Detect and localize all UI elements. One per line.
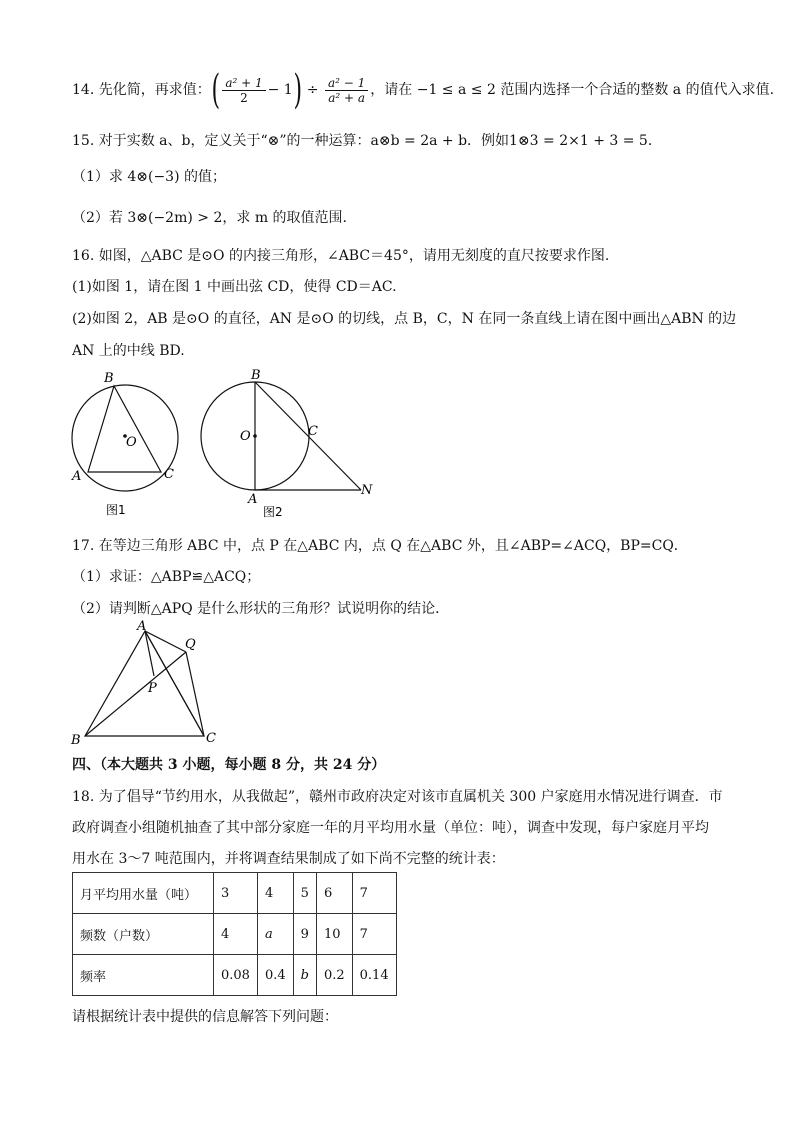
- question-14: 14. 先化简，再求值：( $\frac{\text{a² + 1}}{2}$ − 1) ÷ $\frac{\text{a² − 1}}{\text{a² + a}}$ ，请在 −1 ≤ a ≤ 2 范围内选择一个合适的整数 a 的值代入求值.: [72, 67, 775, 113]
- fig1-label-c: C: [164, 467, 174, 482]
- q17-segment-ap: [145, 631, 154, 676]
- table-cell: 月平均用水量（吨）: [73, 873, 214, 914]
- q14-fraction-2: $\frac{\text{a² − 1}}{\text{a² + a}}$: [325, 76, 368, 105]
- q14-fraction-1: $\frac{\text{a² + 1}}{2}$: [222, 76, 265, 105]
- q17-label-a: A: [137, 619, 147, 634]
- fig1-circle: [72, 385, 178, 491]
- fig1-caption: 图1: [106, 503, 126, 517]
- question-17-part2: （2）请判断△APQ 是什么形状的三角形？试说明你的结论．: [72, 601, 450, 617]
- q17-segment-bq: [85, 652, 186, 736]
- table-row: [73, 914, 397, 955]
- fig1-triangle: [88, 386, 161, 472]
- table-cell: 0.4: [257, 955, 293, 996]
- table-cell: 4: [257, 873, 293, 914]
- table-row: [73, 955, 397, 996]
- q17-label-q: Q: [185, 637, 196, 652]
- table-cell: 频率: [73, 955, 214, 996]
- question-18-footer: 请根据统计表中提供的信息解答下列问题：: [72, 1009, 338, 1025]
- q17-label-p: P: [148, 681, 157, 696]
- table-cell: 7: [352, 914, 396, 955]
- question-17-stem: 17. 在等边三角形 ABC 中，点 P 在△ABC 内，点 Q 在△ABC 外，且∠ABP=∠ACQ，BP=CQ．: [72, 538, 688, 554]
- question-18-line3: 用水在 3～7 吨范围内，并将调查结果制成了如下尚不完整的统计表：: [72, 851, 505, 867]
- question-15-part1: （1）求 4⊗(−3) 的值；: [72, 169, 227, 185]
- table-cell: 5: [293, 873, 316, 914]
- table-cell: 6: [316, 873, 352, 914]
- table-cell: 0.14: [352, 955, 396, 996]
- figure-q17: [66, 618, 236, 748]
- table-cell: 7: [352, 873, 396, 914]
- figure-2: [195, 364, 385, 522]
- fig1-label-a: A: [72, 469, 82, 484]
- table-cell: b: [293, 955, 316, 996]
- question-16-part2-line2: AN 上的中线 BD.: [72, 343, 185, 359]
- table-cell: 频数（户数）: [73, 914, 214, 955]
- fig1-label-o: O: [126, 435, 137, 450]
- table-cell: 10: [316, 914, 352, 955]
- q17-segment-qc: [186, 652, 204, 736]
- table-cell: a: [257, 914, 293, 955]
- figure-1: [60, 368, 190, 520]
- table-cell: 0.08: [214, 955, 258, 996]
- q18-stats-table: [72, 872, 397, 996]
- q17-label-b: B: [71, 733, 81, 748]
- question-16-part1: (1)如图 1，请在图 1 中画出弦 CD，使得 CD＝AC.: [72, 279, 397, 295]
- fig2-label-c: C: [308, 424, 318, 439]
- table-cell: 4: [214, 914, 258, 955]
- fig1-label-b: B: [104, 371, 114, 386]
- fig2-label-a: A: [248, 492, 258, 507]
- question-16-stem: 16. 如图，△ABC 是⊙O 的内接三角形，∠ABC＝45°，请用无刻度的直尺按要求作图.: [72, 248, 610, 264]
- q14-minus-one: − 1: [267, 82, 293, 98]
- table-cell: 0.2: [316, 955, 352, 996]
- fig2-label-b: B: [251, 368, 261, 383]
- q17-label-c: C: [206, 731, 216, 746]
- q14-prefix: 14. 先化简，再求值：: [72, 82, 211, 98]
- q14-suffix: ，请在 −1 ≤ a ≤ 2 范围内选择一个合适的整数 a 的值代入求值.: [370, 82, 775, 98]
- question-15-part2: （2）若 3⊗(−2m) > 2，求 m 的取值范围.: [72, 210, 347, 226]
- table-cell: 3: [214, 873, 258, 914]
- table-cell: 9: [293, 914, 316, 955]
- question-15-stem: 15. 对于实数 a、b，定义关于“⊗”的一种运算：a⊗b = 2a + b．例如1⊗3 = 2×1 + 3 = 5．: [72, 133, 662, 149]
- fig2-label-n: N: [361, 483, 373, 498]
- fig2-center-dot: [253, 434, 257, 438]
- fig2-label-o: O: [240, 429, 251, 444]
- fig2-caption: 图2: [263, 505, 283, 519]
- q14-divide: ÷: [306, 82, 319, 98]
- section-4-title: 四、（本大题共 3 小题，每小题 8 分，共 24 分）: [72, 757, 386, 773]
- question-17-part1: （1）求证：△ABP≌△ACQ；: [72, 569, 261, 585]
- table-row: [73, 873, 397, 914]
- question-16-part2-line1: (2)如图 2，AB 是⊙O 的直径，AN 是⊙O 的切线，点 B，C，N 在同一条直线上请在图中画出△ABN 的边: [72, 311, 737, 327]
- question-18-line2: 政府调查小组随机抽查了其中部分家庭一年的月平均用水量（单位：吨），调查中发现，每户家庭月平均: [72, 820, 709, 836]
- question-18-line1: 18. 为了倡导“节约用水，从我做起”，赣州市政府决定对该市直属机关 300 户家庭用水情况进行调查．市: [72, 789, 723, 805]
